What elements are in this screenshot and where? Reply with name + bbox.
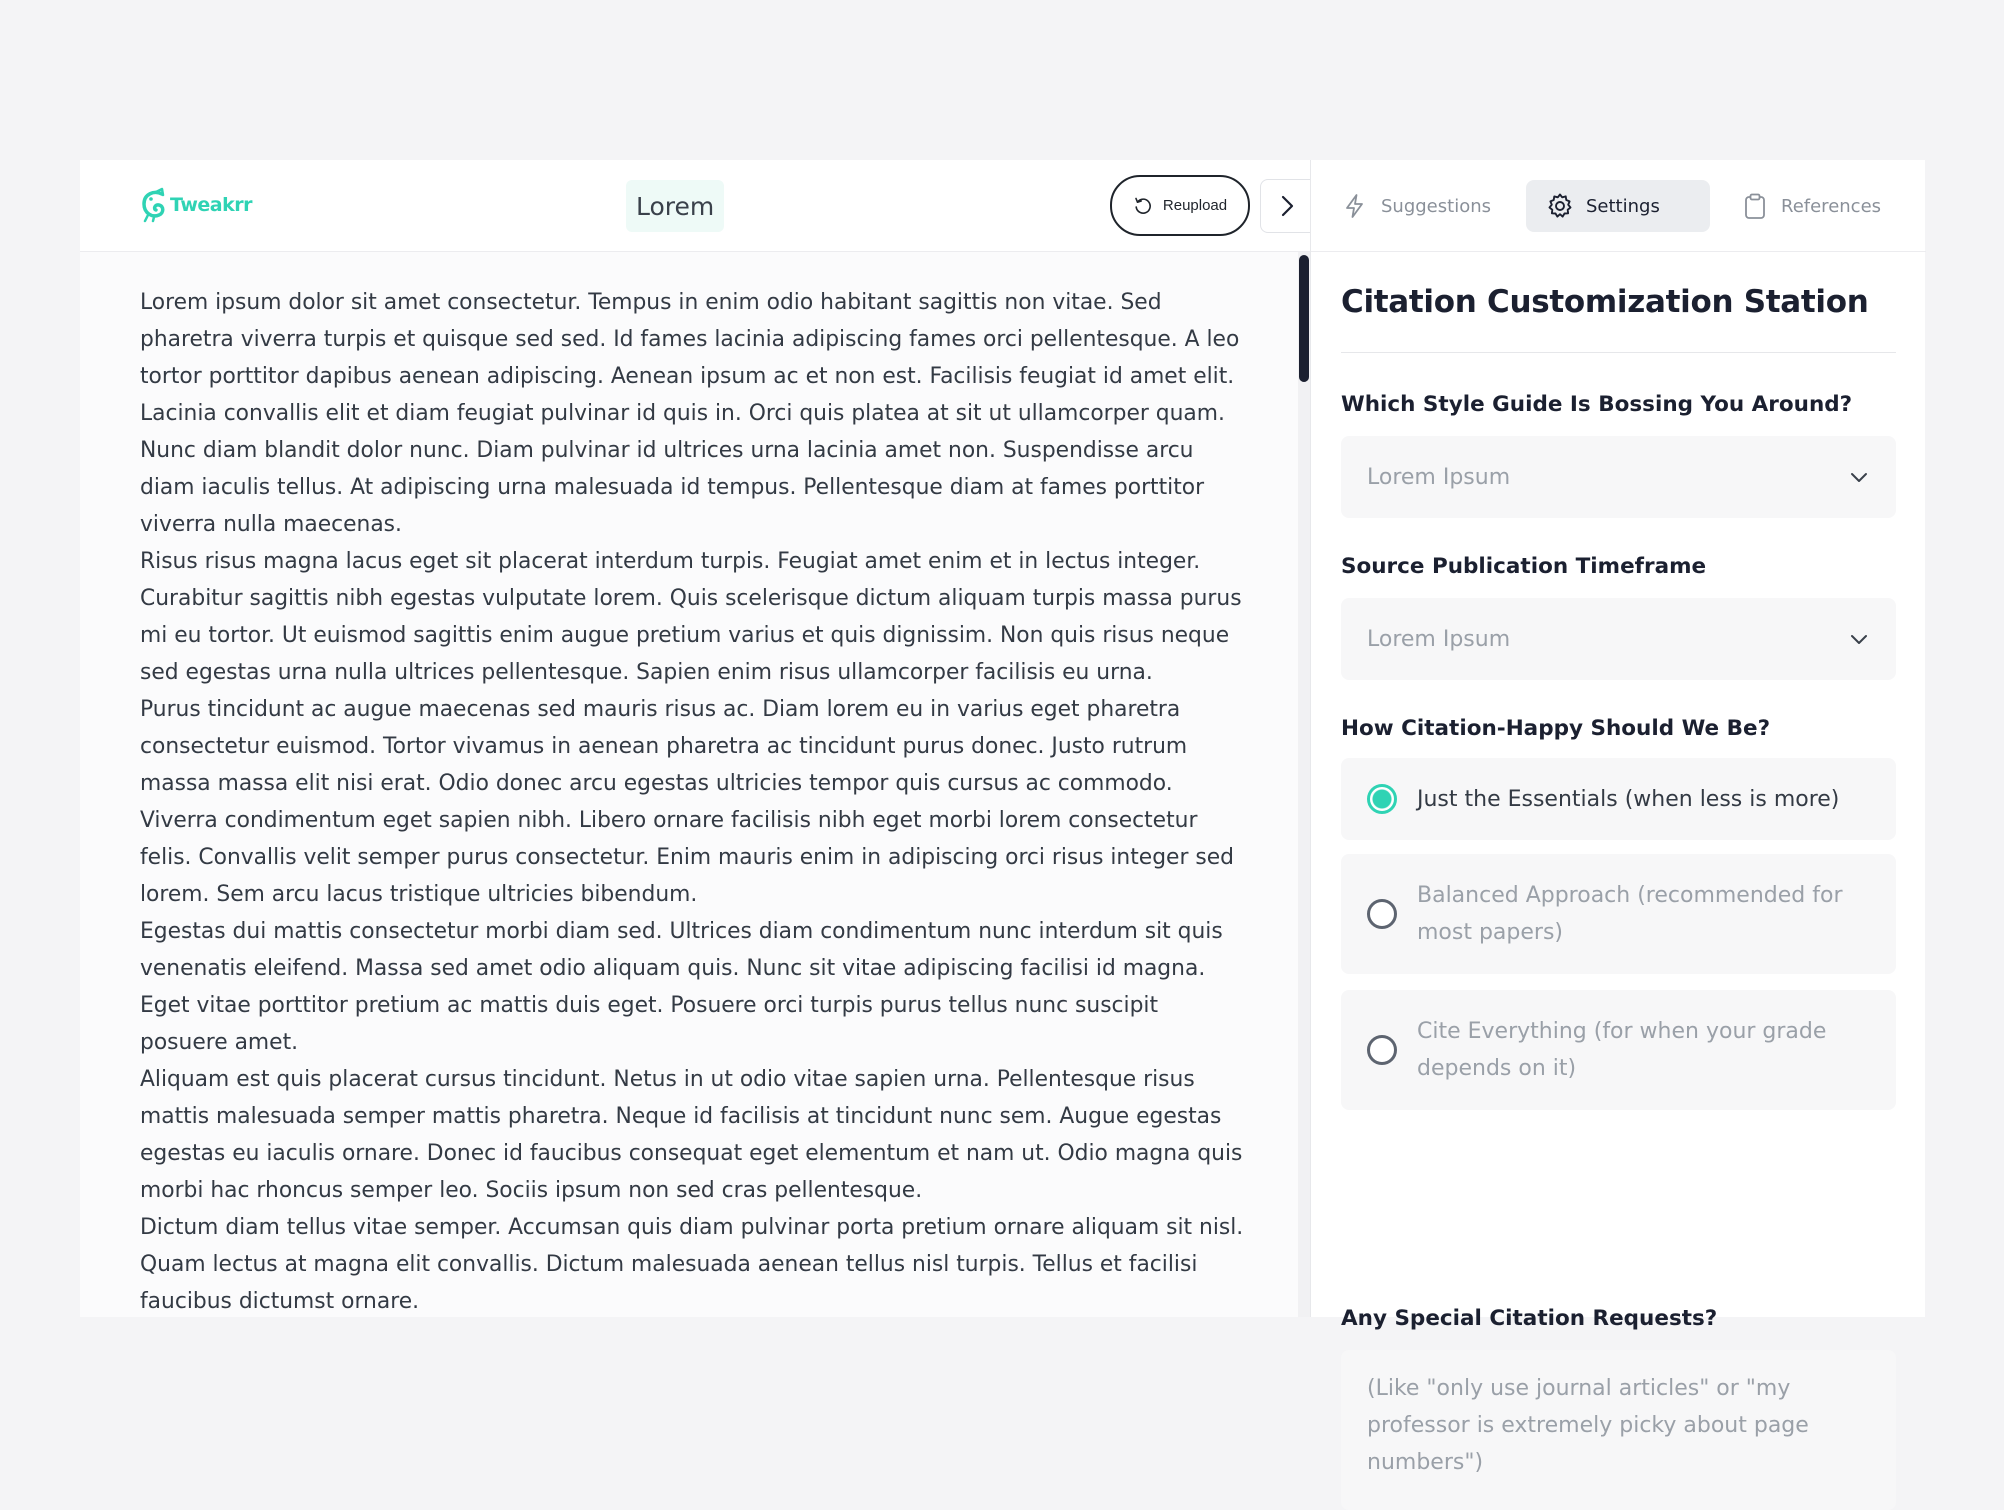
timeframe-value: Lorem Ipsum bbox=[1367, 626, 1511, 652]
scrollbar-thumb[interactable] bbox=[1299, 255, 1309, 382]
panel-title: Citation Customization Station bbox=[1341, 284, 1869, 320]
logo[interactable] bbox=[140, 188, 252, 222]
radio-option-cite-everything[interactable] bbox=[1341, 990, 1896, 1110]
tab-label: Suggestions bbox=[1381, 195, 1491, 217]
tab-settings[interactable] bbox=[1526, 180, 1710, 232]
document-paragraph: Lorem ipsum dolor sit amet consectetur. Tempus in enim odio habitant sagittis non vitae. Sed pharetra viverra turpis et quisque sed sed. Id fames lacinia adipiscing fames orci pellentesque. A leo tortor porttitor dapibus aenean adipiscing. Aenean ipsum ac et non est. Facilisis feugiat id amet elit. Lacinia convallis elit et diam feugiat pulvinar id quis in. Orci quis platea at sit ut ullamcorper quam. Nunc diam blandit dolor nunc. Diam pulvinar id ultrices urna lacinia amet non. Suspendisse arcu diam iaculis tellus. At adipiscing urna malesuada id tempus. Pellentesque diam at fames porttitor viverra nulla maecenas. bbox=[140, 290, 1240, 537]
clipboard-icon bbox=[1741, 192, 1769, 220]
style-guide-select[interactable] bbox=[1341, 436, 1896, 518]
radio-option-balanced[interactable] bbox=[1341, 854, 1896, 974]
chevron-down-icon bbox=[1848, 628, 1870, 650]
document-paragraph: Egestas dui mattis consectetur morbi diam sed. Ultrices diam condimentum nunc interdum sit quis venenatis eleifend. Massa sed amet odio aliquam quis. Nunc sit vitae adipiscing facilisi id magna. Eget vitae porttitor pretium ac mattis duis eget. Posuere orci turpis purus tellus nunc suscipit posuere amet. bbox=[140, 919, 1223, 1055]
tab-label: Settings bbox=[1586, 195, 1660, 217]
radio-option-label: Balanced Approach (recommended for most papers) bbox=[1417, 883, 1843, 945]
special-requests-textarea[interactable]: (Like "only use journal articles" or "my professor is extremely picky about page numbers") bbox=[1341, 1350, 1896, 1510]
divider bbox=[1341, 352, 1896, 353]
side-panel bbox=[1310, 160, 1925, 1475]
chevron-down-icon bbox=[1848, 466, 1870, 488]
style-guide-label: Which Style Guide Is Bossing You Around? bbox=[1341, 392, 1853, 417]
logo-text: Tweakrr bbox=[170, 194, 253, 216]
panel-tabs bbox=[1311, 160, 1926, 252]
radio-button[interactable] bbox=[1367, 899, 1397, 929]
document-body[interactable] bbox=[140, 284, 1250, 1320]
document-paragraph: Risus risus magna lacus eget sit placerat interdum turpis. Feugiat amet enim et in lectus integer. Curabitur sagittis nibh egestas vulputate lorem. Quis scelerisque dictum aliquam turpis massa purus mi eu tortor. Ut euismod sagittis enim augue pretium varius et quis dignissim. Non quis risus neque sed egestas urna nulla ultrices pellentesque. Sapien enim risus ullamcorper facilisis eu urna. bbox=[140, 549, 1242, 685]
editor-header bbox=[80, 160, 1310, 252]
timeframe-select[interactable] bbox=[1341, 598, 1896, 680]
editor-pane bbox=[80, 160, 1310, 1317]
tab-suggestions[interactable] bbox=[1341, 180, 1491, 232]
radio-option-essentials[interactable] bbox=[1341, 758, 1896, 840]
chevron-right-icon bbox=[1275, 194, 1299, 218]
style-guide-value: Lorem Ipsum bbox=[1367, 464, 1511, 490]
special-requests-label: Any Special Citation Requests? bbox=[1341, 1306, 1718, 1331]
document-title[interactable]: Lorem bbox=[626, 180, 724, 232]
document-paragraph: Aliquam est quis placerat cursus tincidunt. Netus in ut odio vitae sapien urna. Pellentesque risus mattis malesuada semper mattis pharetra. Neque id facilisis at tincidunt nunc sem. Augue egestas egestas eu iaculis ornare. Donec id faucibus consequat eget elementum et nam ut. Odio magna quis morbi hac rhoncus semper leo. Sociis ipsum non sed cras pellentesque. bbox=[140, 1067, 1243, 1203]
document-paragraph: Purus tincidunt ac augue maecenas sed mauris risus ac. Diam lorem eu in varius eget pharetra consectetur euismod. Tortor vivamus in aenean pharetra ac tincidunt purus donec. Justo rutrum massa massa elit nisi erat. Odio donec arcu egestas ultricies tempor quis cursus ac commodo. Viverra condimentum eget sapien nibh. Libero ornare facilisis nibh eget morbi lorem consectetur felis. Convallis velit semper purus consectetur. Enim mauris enim in adipiscing orci risus integer sed lorem. Sem arcu lacus tristique ultricies bibendum. bbox=[140, 697, 1234, 907]
citation-density-label: How Citation-Happy Should We Be? bbox=[1341, 716, 1771, 741]
collapse-panel-button[interactable] bbox=[1260, 179, 1314, 233]
radio-option-label: Cite Everything (for when your grade depends on it) bbox=[1417, 1019, 1827, 1081]
tab-references[interactable] bbox=[1741, 180, 1881, 232]
radio-button-selected[interactable] bbox=[1367, 784, 1397, 814]
chameleon-logo-icon bbox=[140, 188, 168, 222]
refresh-icon bbox=[1133, 196, 1153, 216]
radio-button[interactable] bbox=[1367, 1035, 1397, 1065]
document-paragraph: Dictum diam tellus vitae semper. Accumsan quis diam pulvinar porta pretium ornare aliquam sit nisl. Quam lectus at magna elit convallis. Dictum malesuada aenean tellus nisl turpis. Tellus et facilisi faucibus dictumst ornare. bbox=[140, 1215, 1244, 1314]
timeframe-label: Source Publication Timeframe bbox=[1341, 554, 1707, 579]
reupload-button[interactable] bbox=[1110, 175, 1250, 236]
app-window bbox=[80, 160, 1925, 1475]
lightning-icon bbox=[1341, 192, 1369, 220]
scrollbar-track[interactable] bbox=[1298, 252, 1310, 1317]
reupload-label: Reupload bbox=[1162, 197, 1228, 214]
gear-icon bbox=[1546, 192, 1574, 220]
tab-label: References bbox=[1781, 195, 1882, 217]
radio-option-label: Just the Essentials (when less is more) bbox=[1417, 786, 1840, 812]
